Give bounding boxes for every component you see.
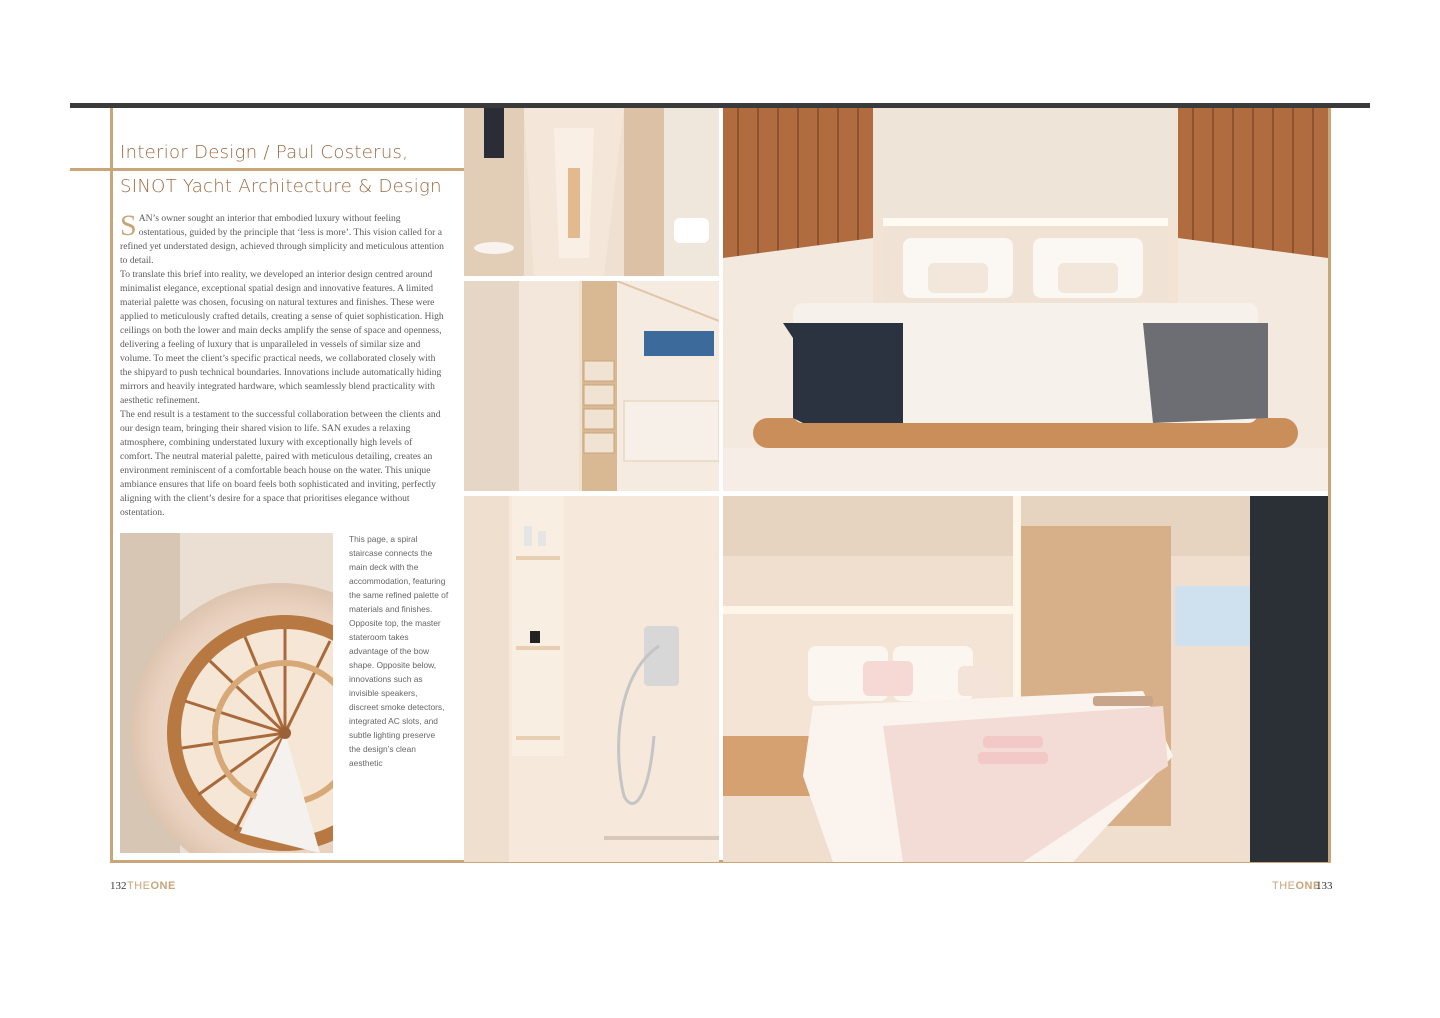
photo-caption: This page, a spiral staircase connects the main deck with the accommodation, featuring the same refined palette of materials and finishes. Opposite top, the master stateroom takes advantage of the bow shape. Opposite below, innovations such as invisible speakers, discreet smoke detectors, integrated AC slots, and subtle lighting preserve the design’s clean aesthetic <box>349 534 449 768</box>
corridor-photo <box>464 108 719 276</box>
brand-logo-left: THEONE <box>127 880 176 892</box>
page-number-left: 132 <box>110 880 127 892</box>
master-stateroom-photo <box>723 108 1328 491</box>
brand-logo-right: THEONE <box>1272 880 1321 892</box>
guest-cabin-photo <box>723 496 1328 862</box>
article-title-line-2: SINOT Yacht Architecture & Design <box>120 176 442 197</box>
shower-photo <box>464 496 719 862</box>
spiral-staircase-photo <box>120 533 333 853</box>
article-body <box>120 209 445 520</box>
drop-cap: S <box>120 209 137 242</box>
page-number-right: 133 <box>1316 880 1333 892</box>
body-paragraph-1: SAN’s owner sought an interior that embodied luxury without feeling ostentatious, guided by the principle that ‘less is more’. This vision called for a refined yet understated design, achieved through simplicity and meticulous attention to detail. <box>120 209 444 266</box>
article-title-line-1: Interior Design / Paul Costerus, <box>120 142 409 163</box>
wardrobe-photo <box>464 281 719 491</box>
body-paragraph-3: The end result is a testament to the successful collaboration between the clients and our design team, bringing their shared vision to life. SAN exudes a relaxing atmosphere, combining understated luxury with exceptionally high levels of comfort. The neutral material palette, paired with meticulous detailing, creates an environment reminiscent of a comfortable beach house on the water. This unique ambiance ensures that life on board feels both sophisticated and inviting, perfectly aligning with the client’s desire for a space that prioritises elegance without ostentation. <box>120 409 441 518</box>
body-paragraph-2: To translate this brief into reality, we developed an interior design centred around minimalist elegance, exceptional spatial design and innovative features. A limited material palette was chosen, focusing on natural textures and finishes. These were applied to meticulously crafted details, creating a sense of quiet sophistication. High ceilings on both the lower and main decks amplify the sense of space and openness, delivering a feeling of luxury that is unparalleled in vessels of similar size and volume. To meet the client’s specific practical needs, we collaborated closely with the shipyard to push technical boundaries. Innovations include automatically hiding mirrors and heavily integrated hardware, which seamlessly blend practicality with aesthetic refinement. <box>120 269 444 406</box>
title-rule <box>70 168 464 171</box>
